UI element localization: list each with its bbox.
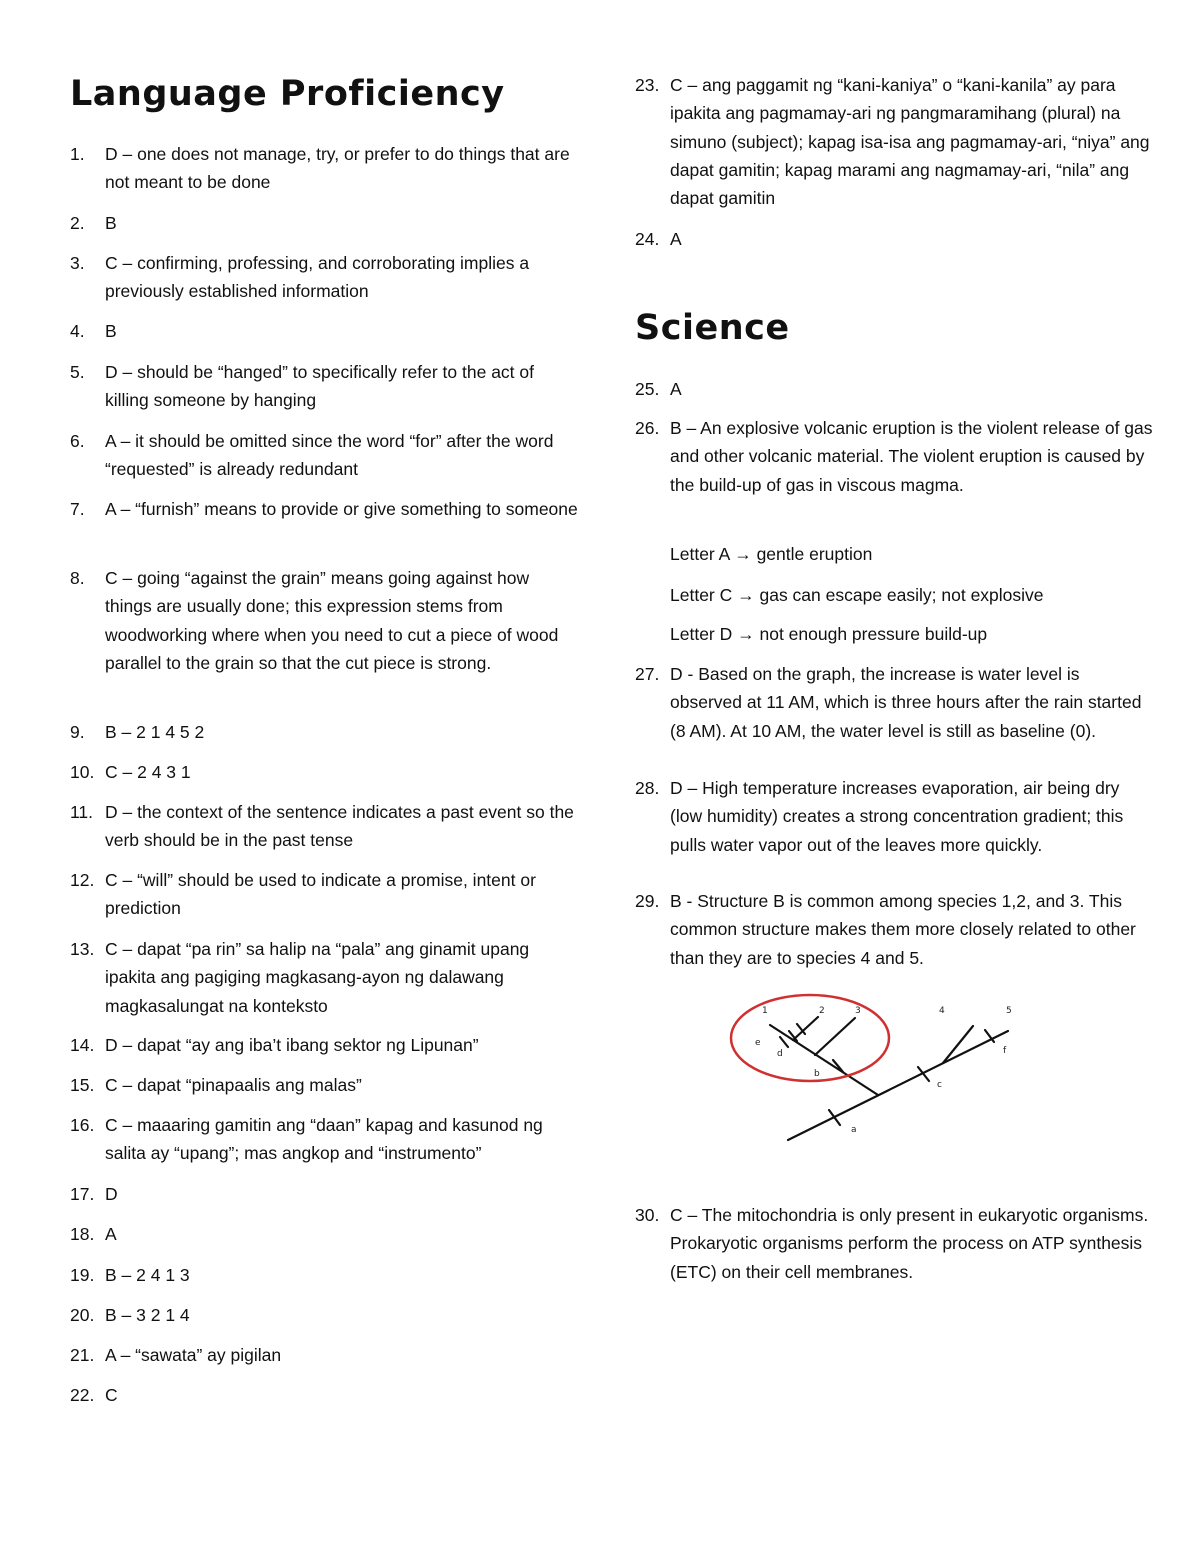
q26-note-c: Letter C → gas can escape easily; not explosive	[670, 585, 1044, 605]
list-item	[70, 758, 580, 786]
item-number: 3.	[70, 253, 85, 273]
item-text: B – 2 4 1 3	[105, 1265, 190, 1285]
item-text: A	[670, 229, 682, 249]
item-text: D – one does not manage, try, or prefer to do things that are not meant to be done	[105, 144, 570, 193]
list-item	[70, 317, 580, 345]
list-item	[635, 887, 1155, 972]
item-text: C – confirming, professing, and corroborating implies a previously established information	[105, 253, 530, 302]
item-number: 19.	[70, 1265, 95, 1285]
item-number: 30.	[635, 1205, 660, 1225]
item-number: 23.	[635, 75, 660, 95]
list-item	[70, 1111, 580, 1168]
item-number: 4.	[70, 321, 85, 341]
list-item	[70, 1180, 580, 1208]
item-text: D – the context of the sentence indicates a past event so the verb should be in the past tense	[105, 802, 574, 851]
item-number: 7.	[70, 499, 85, 519]
item-text: C – going “against the grain” means going against how things are usually done; this expression stems from woodworking where when you need to cut a piece of wood parallel to the grain so that the cut piece is strong.	[105, 568, 559, 673]
item-number: 11.	[70, 802, 94, 822]
list-item	[635, 71, 1155, 212]
item-text: B	[105, 321, 117, 341]
item-text: B – 2 1 4 5 2	[105, 722, 205, 742]
item-text: A – “sawata” ay pigilan	[105, 1345, 282, 1365]
list-item	[635, 225, 1155, 253]
item-number: 8.	[70, 568, 85, 588]
language-proficiency-heading: Language Proficiency	[70, 74, 505, 114]
species-label-4: 4	[939, 1006, 945, 1016]
item-number: 15.	[70, 1075, 95, 1095]
list-item	[70, 358, 580, 415]
list-item	[70, 718, 580, 746]
item-text: C – “will” should be used to indicate a promise, intent or prediction	[105, 870, 536, 919]
item-text: C – ang paggamit ng “kani-kaniya” o “kani-kanila” ay para ipakita ang pagmamay-ari ng pangmaramihang (plural) na simuno (subject); kapag isa-isa ang pagmamay-ari, “niya” ang dapat gamitin; kapag marami ang nagmamay-ari, “nila” ang dapat gamitin	[670, 75, 1150, 209]
list-item	[70, 1341, 580, 1369]
item-number: 6.	[70, 431, 85, 451]
list-item	[70, 495, 580, 523]
item-text: A	[105, 1224, 117, 1244]
trait-label-e: e	[755, 1038, 761, 1048]
trait-mark-a	[829, 1110, 840, 1125]
item-number: 1.	[70, 144, 85, 164]
item-number: 26.	[635, 418, 660, 438]
item-number: 27.	[635, 664, 660, 684]
list-item	[635, 660, 1155, 745]
item-number: 16.	[70, 1115, 95, 1135]
trait-label-c: c	[937, 1080, 942, 1090]
clade-branch-3	[815, 1018, 855, 1055]
list-item	[70, 1381, 580, 1409]
q26-note-d: Letter D → not enough pressure build-up	[670, 624, 988, 644]
item-text: A – “furnish” means to provide or give something to someone	[105, 499, 578, 519]
list-item	[70, 564, 580, 677]
item-number: 18.	[70, 1224, 95, 1244]
science-heading: Science	[635, 308, 790, 348]
item-number: 29.	[635, 891, 660, 911]
item-number: 2.	[70, 213, 85, 233]
clade-branch-4	[943, 1026, 973, 1063]
item-text: C – dapat “pa rin” sa halip na “pala” ang ginamit upang ipakita ang pagiging magkasang-ayon ng dalawang magkasalungat na konteksto	[105, 939, 530, 1016]
item-number: 25.	[635, 379, 660, 399]
cladogram-diagram	[725, 993, 1025, 1148]
item-number: 5.	[70, 362, 85, 382]
item-text: B – An explosive volcanic eruption is the violent release of gas and other volcanic material. The violent eruption is caused by the build-up of gas in viscous magma.	[670, 418, 1153, 495]
item-text: D	[105, 1184, 118, 1204]
list-item	[70, 427, 580, 484]
item-number: 24.	[635, 229, 660, 249]
item-text: C – dapat “pinapaalis ang malas”	[105, 1075, 362, 1095]
list-item	[70, 1261, 580, 1289]
item-text: A – it should be omitted since the word “for” after the word “requested” is already redundant	[105, 431, 554, 480]
item-text: C – 2 4 3 1	[105, 762, 191, 782]
trait-label-f: f	[1003, 1046, 1007, 1056]
trait-label-b: b	[814, 1069, 820, 1079]
trait-mark-e	[780, 1037, 788, 1047]
item-number: 17.	[70, 1184, 95, 1204]
item-number: 22.	[70, 1385, 95, 1405]
list-item	[70, 798, 580, 855]
list-item	[70, 140, 580, 197]
item-number: 13.	[70, 939, 95, 959]
item-number: 20.	[70, 1305, 95, 1325]
item-number: 28.	[635, 778, 660, 798]
item-number: 9.	[70, 722, 85, 742]
item-text: B – 3 2 1 4	[105, 1305, 190, 1325]
list-item	[635, 375, 1155, 403]
trait-label-d: d	[777, 1049, 783, 1059]
list-item	[70, 1071, 580, 1099]
list-item	[70, 209, 580, 237]
item-number: 12.	[70, 870, 95, 890]
item-number: 14.	[70, 1035, 95, 1055]
item-text: C – The mitochondria is only present in eukaryotic organisms. Prokaryotic organisms perform the process on ATP synthesis (ETC) on their cell membranes.	[670, 1205, 1149, 1282]
list-item	[70, 866, 580, 923]
clade-branch-123	[770, 1025, 878, 1095]
q26-note-a: Letter A → gentle eruption	[670, 544, 873, 564]
species-label-2: 2	[819, 1006, 825, 1016]
species-label-5: 5	[1006, 1006, 1012, 1016]
item-text: B - Structure B is common among species 1,2, and 3. This common structure makes them more closely related to other than they are to species 4 and 5.	[670, 891, 1136, 968]
clade-main-branch	[788, 1031, 1008, 1140]
list-item	[70, 1031, 580, 1059]
list-item	[70, 935, 580, 1020]
list-item	[70, 1220, 580, 1248]
list-item	[635, 774, 1155, 859]
list-item	[635, 414, 1155, 499]
item-number: 10.	[70, 762, 95, 782]
list-item	[70, 249, 580, 306]
clade-branch-2	[793, 1017, 818, 1040]
item-text: B	[105, 213, 117, 233]
item-text: C	[105, 1385, 118, 1405]
list-item	[635, 1201, 1155, 1286]
item-text: D – should be “hanged” to specifically refer to the act of killing someone by hanging	[105, 362, 534, 411]
list-item	[70, 1301, 580, 1329]
item-text: C – maaaring gamitin ang “daan” kapag and kasunod ng salita ay “upang”; mas angkop and “instrumento”	[105, 1115, 543, 1164]
species-label-3: 3	[855, 1006, 861, 1016]
item-text: D – High temperature increases evaporation, air being dry (low humidity) creates a strong concentration gradient; this pulls water vapor out of the leaves more quickly.	[670, 778, 1124, 855]
item-text: A	[670, 379, 682, 399]
trait-label-a: a	[851, 1125, 857, 1135]
item-text: D – dapat “ay ang iba’t ibang sektor ng Lipunan”	[105, 1035, 479, 1055]
species-label-1: 1	[762, 1006, 768, 1016]
item-text: D - Based on the graph, the increase is water level is observed at 11 AM, which is three hours after the rain started (8 AM). At 10 AM, the water level is still as baseline (0).	[670, 664, 1142, 741]
item-number: 21.	[70, 1345, 95, 1365]
